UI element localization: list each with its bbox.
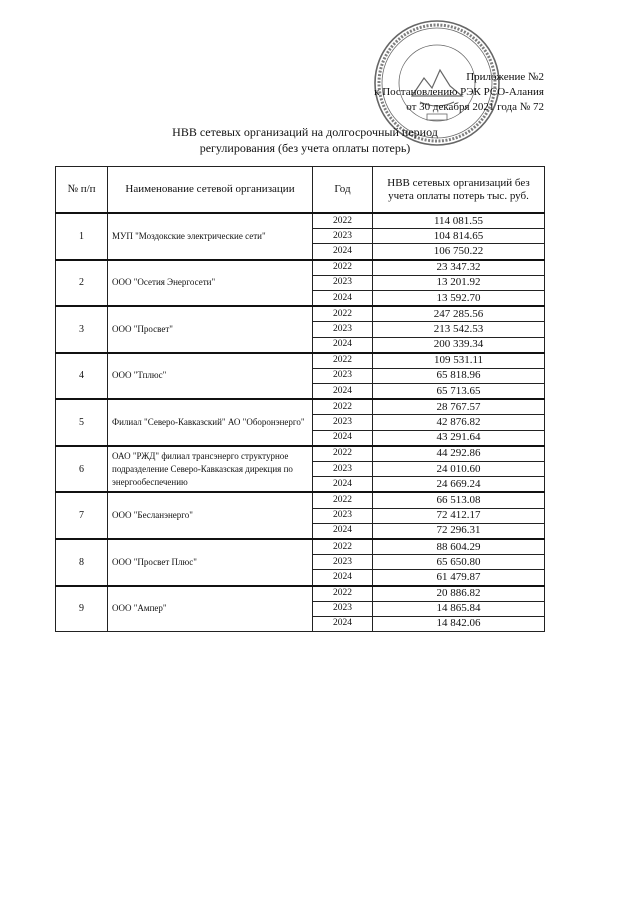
value-cell: 23 347.32: [373, 260, 545, 276]
table-header-row: [56, 167, 545, 214]
value-cell: 20 886.82: [373, 586, 545, 602]
title-line-2: регулирования (без учета оплаты потерь): [199, 141, 411, 155]
year-cell: 2022: [313, 586, 373, 602]
organization-name: ООО "Бесланэнерго": [108, 492, 313, 539]
year-cell: 2022: [313, 306, 373, 322]
table-row: [56, 306, 545, 322]
year-cell: 2023: [313, 508, 373, 523]
year-cell: 2024: [313, 616, 373, 631]
row-number: 3: [56, 306, 108, 353]
year-cell: 2023: [313, 275, 373, 290]
value-cell: 213 542.53: [373, 322, 545, 337]
value-cell: 43 291.64: [373, 430, 545, 446]
value-cell: 200 339.34: [373, 337, 545, 353]
value-cell: 61 479.87: [373, 570, 545, 586]
title-line-1: НВВ сетевых организаций на долгосрочный период: [172, 125, 438, 139]
organization-name: ООО "Тплюс": [108, 353, 313, 400]
year-cell: 2024: [313, 384, 373, 400]
column-header-value: НВВ сетевых организаций без учета оплаты потерь тыс. руб.: [373, 167, 545, 214]
column-header-year: Год: [313, 167, 373, 214]
value-cell: 114 081.55: [373, 213, 545, 229]
nvv-table: [55, 166, 545, 632]
value-cell: 109 531.11: [373, 353, 545, 369]
year-cell: 2023: [313, 462, 373, 477]
year-cell: 2023: [313, 601, 373, 616]
row-number: 1: [56, 213, 108, 260]
header-line-3: от 30 декабря 2021 года № 72: [406, 101, 544, 113]
value-cell: 24 010.60: [373, 462, 545, 477]
header-line-1: Приложение №2: [466, 71, 544, 83]
year-cell: 2024: [313, 570, 373, 586]
document-title: [120, 124, 490, 156]
year-cell: 2022: [313, 353, 373, 369]
year-cell: 2022: [313, 260, 373, 276]
organization-name: ОАО "РЖД" филиал трансэнерго структурное подразделение Северо-Кавказская дирекция по энергообеспечению: [108, 446, 313, 493]
row-number: 2: [56, 260, 108, 307]
table-row: [56, 399, 545, 415]
value-cell: 247 285.56: [373, 306, 545, 322]
table-row: [56, 492, 545, 508]
approval-header: [374, 70, 544, 115]
year-cell: 2023: [313, 229, 373, 244]
year-cell: 2024: [313, 244, 373, 260]
value-cell: 14 865.84: [373, 601, 545, 616]
column-header-num: № п/п: [56, 167, 108, 214]
value-cell: 104 814.65: [373, 229, 545, 244]
value-cell: 65 650.80: [373, 555, 545, 570]
year-cell: 2022: [313, 399, 373, 415]
row-number: 7: [56, 492, 108, 539]
year-cell: 2023: [313, 555, 373, 570]
value-cell: 66 513.08: [373, 492, 545, 508]
organization-name: ООО "Ампер": [108, 586, 313, 632]
value-cell: 44 292.86: [373, 446, 545, 462]
year-cell: 2024: [313, 290, 373, 306]
year-cell: 2023: [313, 415, 373, 430]
value-cell: 72 412.17: [373, 508, 545, 523]
year-cell: 2022: [313, 492, 373, 508]
table-body: [56, 213, 545, 632]
year-cell: 2022: [313, 446, 373, 462]
year-cell: 2023: [313, 322, 373, 337]
year-cell: 2024: [313, 337, 373, 353]
value-cell: 65 818.96: [373, 368, 545, 383]
value-cell: 28 767.57: [373, 399, 545, 415]
column-header-name: Наименование сетевой организации: [108, 167, 313, 214]
year-cell: 2022: [313, 539, 373, 555]
value-cell: 13 592.70: [373, 290, 545, 306]
value-cell: 88 604.29: [373, 539, 545, 555]
organization-name: ООО "Просвет": [108, 306, 313, 353]
table-row: [56, 586, 545, 602]
value-cell: 14 842.06: [373, 616, 545, 631]
value-cell: 106 750.22: [373, 244, 545, 260]
organization-name: ООО "Просвет Плюс": [108, 539, 313, 586]
row-number: 8: [56, 539, 108, 586]
value-cell: 13 201.92: [373, 275, 545, 290]
year-cell: 2024: [313, 477, 373, 493]
year-cell: 2022: [313, 213, 373, 229]
organization-name: ООО "Осетия Энергосети": [108, 260, 313, 307]
year-cell: 2024: [313, 523, 373, 539]
table-row: [56, 260, 545, 276]
table-row: [56, 353, 545, 369]
year-cell: 2023: [313, 368, 373, 383]
header-line-2: к Постановлению РЭК РСО-Алания: [374, 86, 544, 98]
row-number: 5: [56, 399, 108, 446]
value-cell: 24 669.24: [373, 477, 545, 493]
organization-name: МУП "Моздокские электрические сети": [108, 213, 313, 260]
year-cell: 2024: [313, 430, 373, 446]
table-row: [56, 213, 545, 229]
value-cell: 42 876.82: [373, 415, 545, 430]
value-cell: 65 713.65: [373, 384, 545, 400]
row-number: 6: [56, 446, 108, 493]
table-row: [56, 446, 545, 462]
value-cell: 72 296.31: [373, 523, 545, 539]
organization-name: Филиал "Северо-Кавказский" АО "Оборонэнерго": [108, 399, 313, 446]
table-row: [56, 539, 545, 555]
row-number: 4: [56, 353, 108, 400]
row-number: 9: [56, 586, 108, 632]
